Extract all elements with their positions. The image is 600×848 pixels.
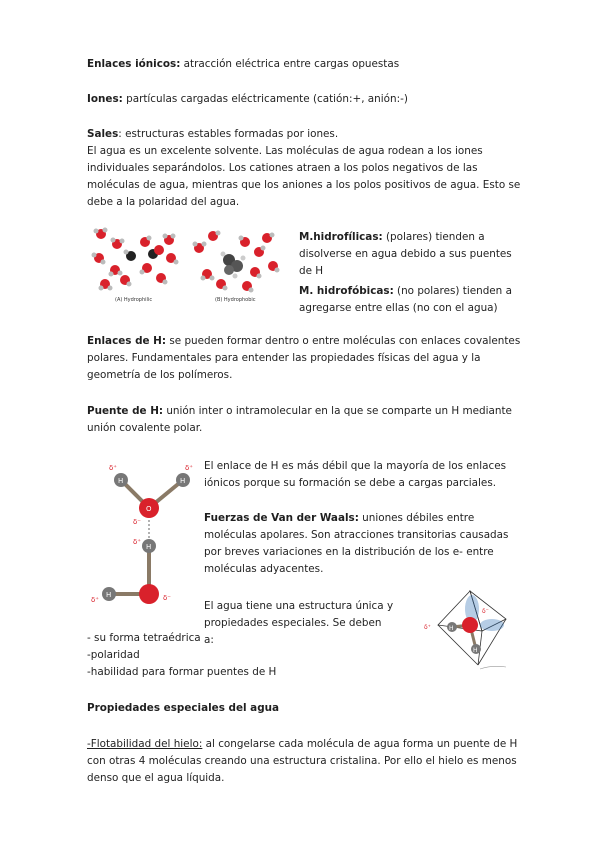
properties-list bbox=[87, 630, 527, 681]
delta-minus-3: δ⁻ bbox=[482, 608, 489, 615]
ice-buoyancy-paragraph bbox=[87, 736, 527, 787]
h-label-4: H bbox=[106, 591, 112, 599]
water-molecules-cluster-b bbox=[193, 231, 280, 293]
salts-text: : estructuras estables formadas por iones. bbox=[118, 128, 339, 140]
hydrophilic-term: M.hidrofílicas: bbox=[299, 231, 383, 243]
hydrophobic-definition bbox=[299, 283, 514, 317]
vdw-term: Fuerzas de Van der Waals: bbox=[204, 512, 359, 524]
delta-plus-3: δ⁺ bbox=[133, 538, 141, 546]
special-properties-title: Propiedades especiales del agua bbox=[87, 702, 280, 714]
h-label-2: H bbox=[180, 477, 186, 485]
list-item: -polaridad bbox=[87, 649, 140, 661]
salts-term: Sales bbox=[87, 128, 119, 140]
h-label-6: H bbox=[473, 647, 478, 654]
ice-buoyancy-term: -Flotabilidad del hielo: bbox=[87, 738, 203, 750]
hbond-text: se pueden formar dentro o entre moléculas con enlaces covalentes polares. Fundamentales para entender las propiedades físicas del agua y la geometría de los polímeros. bbox=[87, 335, 521, 381]
h-label-5: H bbox=[449, 625, 454, 632]
delta-plus-4: δ⁺ bbox=[91, 596, 99, 604]
hydrophilic-definition bbox=[299, 229, 514, 280]
o-label-1: O bbox=[146, 505, 152, 513]
solvent-explanation: El agua es un excelente solvente. Las moléculas de agua rodean a los iones individuales separándolos. Los cationes atraen a los polos negativos de las moléculas de agua, mientras que los aniones a los polos positivos de agua. Esto se debe a la polaridad del agua. bbox=[87, 145, 521, 208]
ionic-bond-definition bbox=[87, 56, 527, 73]
salts-paragraph bbox=[87, 126, 527, 211]
hbridge-text: unión inter o intramolecular en la que se comparte un H mediante unión covalente polar. bbox=[87, 405, 512, 434]
hydrophobic-text: (no polares) tienden a agregarse entre ellas (no con el agua) bbox=[299, 285, 512, 314]
h-label-1: H bbox=[118, 477, 124, 485]
h-label-3: H bbox=[146, 543, 152, 551]
caption-hydrophobic: (B) Hydrophobic bbox=[215, 297, 256, 303]
hbond-term: Enlaces de H: bbox=[87, 335, 167, 347]
list-item: -habilidad para formar puentes de H bbox=[87, 666, 277, 678]
hydrophilic-hydrophobic-figure bbox=[87, 222, 282, 307]
unique-structure-paragraph: El agua tiene una estructura única y propiedades especiales. Se deben a: bbox=[204, 600, 394, 646]
hbridge-paragraph bbox=[87, 403, 527, 437]
delta-plus-5: δ⁺ bbox=[424, 624, 431, 631]
water-molecules-cluster-a bbox=[92, 228, 179, 291]
ionic-bond-term: Enlaces iónicos: bbox=[87, 58, 181, 70]
vdw-text: uniones débiles entre moléculas apolares. Son atracciones transitorias causadas por breves variaciones en la distribución de los e- entre moléculas adyacentes. bbox=[204, 512, 509, 575]
special-properties-heading bbox=[87, 700, 527, 717]
ions-text: partículas cargadas eléctricamente (catión:+, anión:-) bbox=[122, 93, 408, 105]
list-item: - su forma tetraédrica bbox=[87, 632, 201, 644]
ice-buoyancy-text: al congelarse cada molécula de agua forma un puente de H con otras 4 moléculas creando una estructura cristalina. Por ello el hielo es menos denso que el agua líquida. bbox=[87, 738, 518, 784]
ions-term: Iones: bbox=[87, 93, 123, 105]
delta-minus-2: δ⁻ bbox=[163, 594, 171, 602]
hydrophilic-text: (polares) tienden a disolverse en agua debido a sus puentes de H bbox=[299, 231, 512, 277]
delta-plus-1: δ⁺ bbox=[109, 464, 117, 472]
oxygen-atom-2 bbox=[139, 584, 159, 604]
delta-plus-2: δ⁺ bbox=[185, 464, 193, 472]
hydrogen-bond-figure bbox=[87, 458, 197, 608]
hbond-paragraph bbox=[87, 333, 527, 384]
caption-hydrophilic: (A) Hydrophilic bbox=[115, 297, 153, 303]
van-der-waals-paragraph bbox=[204, 510, 514, 578]
hydrophobic-term: M. hidrofóbicas: bbox=[299, 285, 394, 297]
ionic-bond-text: atracción eléctrica entre cargas opuestas bbox=[180, 58, 400, 70]
hbridge-term: Puente de H: bbox=[87, 405, 164, 417]
hbond-strength-note: El enlace de H es más débil que la mayoría de los enlaces iónicos porque su formación se debe a cargas parciales. bbox=[204, 460, 507, 489]
ions-definition bbox=[87, 91, 527, 108]
delta-minus-1: δ⁻ bbox=[133, 518, 141, 526]
